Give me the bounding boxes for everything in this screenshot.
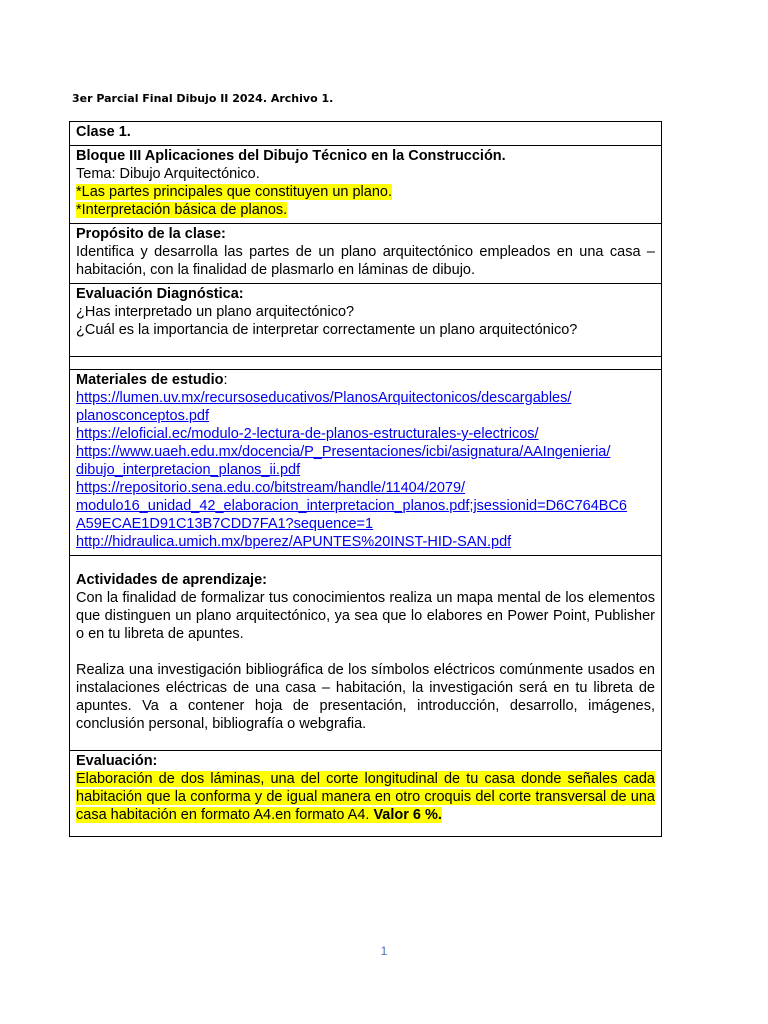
- material-link[interactable]: https://repositorio.sena.edu.co/bitstream/handle/11404/2079/: [76, 480, 466, 496]
- row-diagnostica: [70, 284, 662, 357]
- material-link[interactable]: dibujo_interpretacion_planos_ii.pdf: [76, 462, 301, 478]
- diagnostica-question: ¿Has interpretado un plano arquitectónico?: [76, 304, 355, 320]
- tema-text: Tema: Dibujo Arquitectónico.: [76, 166, 260, 182]
- row-empty: [70, 357, 662, 370]
- proposito-heading: Propósito de la clase:: [76, 226, 226, 242]
- proposito-text: Identifica y desarrolla las partes de un plano arquitectónico empleados en una casa – habitación, con la finalidad de plasmarlo en láminas de dibujo.: [76, 244, 655, 278]
- materiales-heading: Materiales de estudio: [76, 372, 224, 388]
- row-evaluacion: [70, 751, 662, 837]
- document-title: 3er Parcial Final Dibujo II 2024. Archivo 1.: [72, 92, 334, 105]
- diagnostica-heading: Evaluación Diagnóstica:: [76, 286, 244, 302]
- bloque-item: *Las partes principales que constituyen un plano.: [76, 184, 392, 200]
- evaluacion-text: Elaboración de dos láminas, una del corte longitudinal de tu casa donde señales cada habitación que la conforma y de igual manera en otro croquis del corte transversal de una casa habitación en formato A4.en formato A4.: [76, 771, 655, 823]
- clase-label: Clase 1.: [76, 124, 131, 140]
- row-bloque: [70, 146, 662, 224]
- class-plan-table: [69, 121, 662, 837]
- page-number: 1: [380, 944, 388, 958]
- material-link[interactable]: modulo16_unidad_42_elaboracion_interpretacion_planos.pdf;jsessionid=D6C764BC6: [76, 498, 627, 514]
- row-materiales: Materiales de estudio: https://lumen.uv.mx/recursoseducativos/PlanosArquitectonicos/descargables/ planosconceptos.pdf https://eloficial.ec/modulo-2-lectura-de-planos-estructurales-y-electricos/ https://www.uaeh.edu.mx/docencia/P_Presentaciones/icbi/asignatura/AAIngenieria/ dibujo_interpretacion_planos_ii.pdf https://repositorio.sena.edu.co/bitstream/handle/11404/2079/ modulo16_unidad_42_elaboracion_interpretacion_planos.pdf;jsessionid=D6C764BC6 A59ECAE1D91C13B7CDD7FA1?sequence=1 http://hidraulica.umich.mx/bperez/APUNTES%20INST-HID-SAN.pdf: [70, 370, 662, 556]
- row-actividades: [70, 556, 662, 751]
- material-link[interactable]: https://www.uaeh.edu.mx/docencia/P_Presentaciones/icbi/asignatura/AAIngenieria/: [76, 444, 611, 460]
- diagnostica-question: ¿Cuál es la importancia de interpretar correctamente un plano arquitectónico?: [76, 322, 578, 338]
- actividades-paragraph: Con la finalidad de formalizar tus conocimientos realiza un mapa mental de los elementos que distinguen un plano arquitectónico, ya sea que lo elabores en Power Point, Publisher o en tu libreta de apuntes.: [76, 590, 655, 642]
- evaluacion-heading: Evaluación:: [76, 753, 158, 769]
- row-clase: [70, 122, 662, 146]
- material-link[interactable]: http://hidraulica.umich.mx/bperez/APUNTES%20INST-HID-SAN.pdf: [76, 534, 512, 550]
- bloque-heading: Bloque III Aplicaciones del Dibujo Técnico en la Construcción.: [76, 148, 506, 164]
- bloque-item: *Interpretación básica de planos.: [76, 202, 288, 218]
- actividades-heading: Actividades de aprendizaje:: [76, 572, 267, 588]
- row-proposito: [70, 224, 662, 284]
- evaluacion-valor: Valor 6 %.: [373, 807, 442, 823]
- material-link[interactable]: planosconceptos.pdf: [76, 408, 210, 424]
- material-link[interactable]: https://eloficial.ec/modulo-2-lectura-de-planos-estructurales-y-electricos/: [76, 426, 539, 442]
- actividades-paragraph: Realiza una investigación bibliográfica de los símbolos eléctricos comúnmente usados en instalaciones eléctricas de una casa – habitación, la investigación será en tu libreta de apuntes. Va a contener hoja de presentación, introducción, desarrollo, imágenes, conclusión personal, bibliografía o webgrafia.: [76, 662, 655, 732]
- material-link[interactable]: A59ECAE1D91C13B7CDD7FA1?sequence=1: [76, 516, 374, 532]
- material-link[interactable]: https://lumen.uv.mx/recursoseducativos/PlanosArquitectonicos/descargables/: [76, 390, 572, 406]
